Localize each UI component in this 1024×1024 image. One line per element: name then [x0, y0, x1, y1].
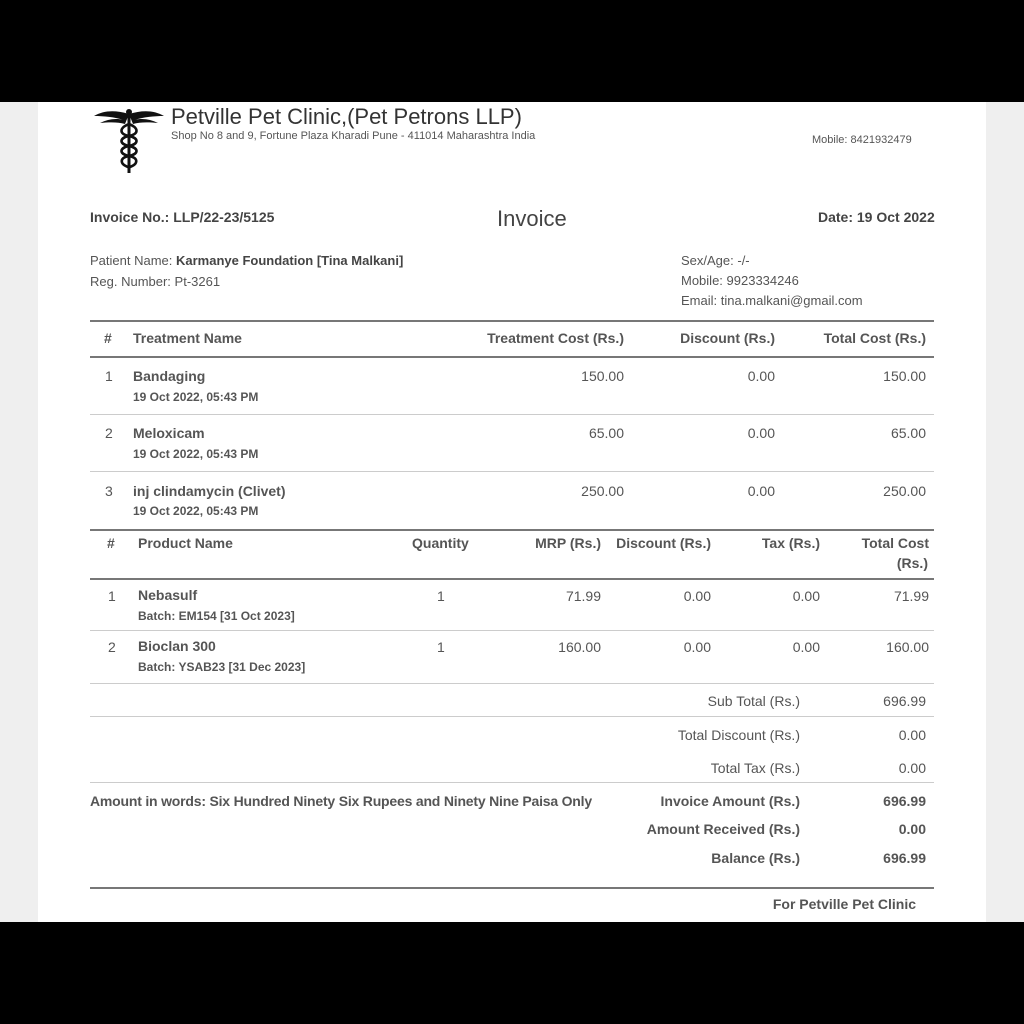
total-tax-value: 0.00	[898, 760, 926, 776]
treatment-name: inj clindamycin (Clivet)	[133, 483, 286, 499]
subtotal-value: 696.99	[883, 693, 926, 709]
balance-label: Balance (Rs.)	[711, 850, 800, 866]
divider	[90, 716, 934, 717]
patient-sex-age: Sex/Age: -/-	[681, 253, 750, 268]
product-discount: 0.00	[683, 639, 711, 655]
divider	[90, 414, 934, 415]
col-header: MRP (Rs.)	[535, 535, 601, 551]
row-number: 1	[108, 588, 116, 604]
caduceus-icon	[94, 104, 164, 174]
product-tax: 0.00	[792, 639, 820, 655]
divider	[90, 356, 934, 358]
product-total: 71.99	[893, 588, 929, 604]
divider	[90, 683, 934, 684]
divider	[90, 471, 934, 472]
col-header: Tax (Rs.)	[761, 535, 820, 551]
product-qty: 1	[437, 588, 445, 604]
amount-in-words: Amount in words: Six Hundred Ninety Six Rupees and Ninety Nine Paisa Only	[90, 793, 592, 809]
right-margin	[986, 102, 1024, 922]
invoice-number: Invoice No.: LLP/22-23/5125	[90, 209, 275, 225]
product-batch: Batch: YSAB23 [31 Dec 2023]	[138, 660, 306, 674]
clinic-name: Petville Pet Clinic,(Pet Petrons LLP)	[171, 104, 522, 129]
col-header: #	[107, 535, 115, 551]
patient-mobile: Mobile: 9923334246	[681, 273, 799, 288]
row-number: 3	[105, 483, 113, 499]
col-header: #	[104, 330, 112, 346]
patient-name-label: Patient Name:	[90, 253, 173, 268]
invoice-amount-value: 696.99	[883, 793, 926, 809]
treatment-time: 19 Oct 2022, 05:43 PM	[133, 447, 259, 461]
treatment-total: 250.00	[883, 483, 926, 499]
bottom-frame	[0, 922, 1024, 1024]
col-header: Quantity	[412, 535, 469, 551]
treatment-total: 65.00	[890, 425, 926, 441]
treatment-discount: 0.00	[747, 425, 775, 441]
treatment-total: 150.00	[883, 368, 926, 384]
treatment-time: 19 Oct 2022, 05:43 PM	[133, 504, 259, 518]
patient-email: Email: tina.malkani@gmail.com	[681, 293, 863, 308]
divider	[90, 529, 934, 531]
divider	[90, 320, 934, 322]
total-tax-label: Total Tax (Rs.)	[710, 760, 800, 776]
col-header: Total Cost	[861, 535, 929, 551]
invoice-title: Invoice	[497, 206, 567, 231]
divider	[90, 887, 934, 889]
product-name: Nebasulf	[138, 587, 198, 603]
col-header: Product Name	[138, 535, 233, 551]
divider	[90, 782, 934, 783]
treatment-name: Bandaging	[133, 368, 206, 384]
col-header: (Rs.)	[896, 555, 928, 571]
product-mrp: 160.00	[558, 639, 601, 655]
product-name: Bioclan 300	[138, 638, 216, 654]
divider	[90, 630, 934, 631]
product-batch: Batch: EM154 [31 Oct 2023]	[138, 609, 295, 623]
product-mrp: 71.99	[565, 588, 601, 604]
patient-name	[90, 253, 403, 268]
product-total: 160.00	[886, 639, 929, 655]
treatment-cost: 65.00	[588, 425, 624, 441]
amount-received-value: 0.00	[898, 821, 926, 837]
total-discount-label: Total Discount (Rs.)	[677, 727, 800, 743]
treatment-discount: 0.00	[747, 483, 775, 499]
col-header: Discount (Rs.)	[680, 330, 775, 346]
product-discount: 0.00	[683, 588, 711, 604]
row-number: 2	[108, 639, 116, 655]
patient-name-value: Karmanye Foundation [Tina Malkani]	[176, 253, 404, 268]
treatment-cost: 150.00	[581, 368, 624, 384]
divider	[90, 578, 934, 580]
patient-reg: Reg. Number: Pt-3261	[90, 274, 221, 289]
amount-received-label: Amount Received (Rs.)	[646, 821, 800, 837]
invoice-amount-label: Invoice Amount (Rs.)	[660, 793, 800, 809]
subtotal-label: Sub Total (Rs.)	[707, 693, 800, 709]
balance-value: 696.99	[883, 850, 926, 866]
row-number: 1	[105, 368, 113, 384]
signature-line: For Petville Pet Clinic	[772, 896, 916, 912]
treatment-cost: 250.00	[581, 483, 624, 499]
treatment-name: Meloxicam	[133, 425, 205, 441]
product-tax: 0.00	[792, 588, 820, 604]
invoice-date: Date: 19 Oct 2022	[818, 209, 935, 225]
col-header: Discount (Rs.)	[616, 535, 711, 551]
invoice-page	[38, 102, 986, 922]
clinic-address: Shop No 8 and 9, Fortune Plaza Kharadi Pune - 411014 Maharashtra India	[171, 130, 536, 142]
left-margin	[0, 102, 38, 922]
product-qty: 1	[437, 639, 445, 655]
treatment-discount: 0.00	[747, 368, 775, 384]
col-header: Total Cost (Rs.)	[823, 330, 926, 346]
total-discount-value: 0.00	[898, 727, 926, 743]
col-header: Treatment Cost (Rs.)	[487, 330, 624, 346]
treatment-time: 19 Oct 2022, 05:43 PM	[133, 390, 259, 404]
row-number: 2	[105, 425, 113, 441]
clinic-mobile: Mobile: 8421932479	[812, 134, 912, 146]
col-header: Treatment Name	[133, 330, 242, 346]
